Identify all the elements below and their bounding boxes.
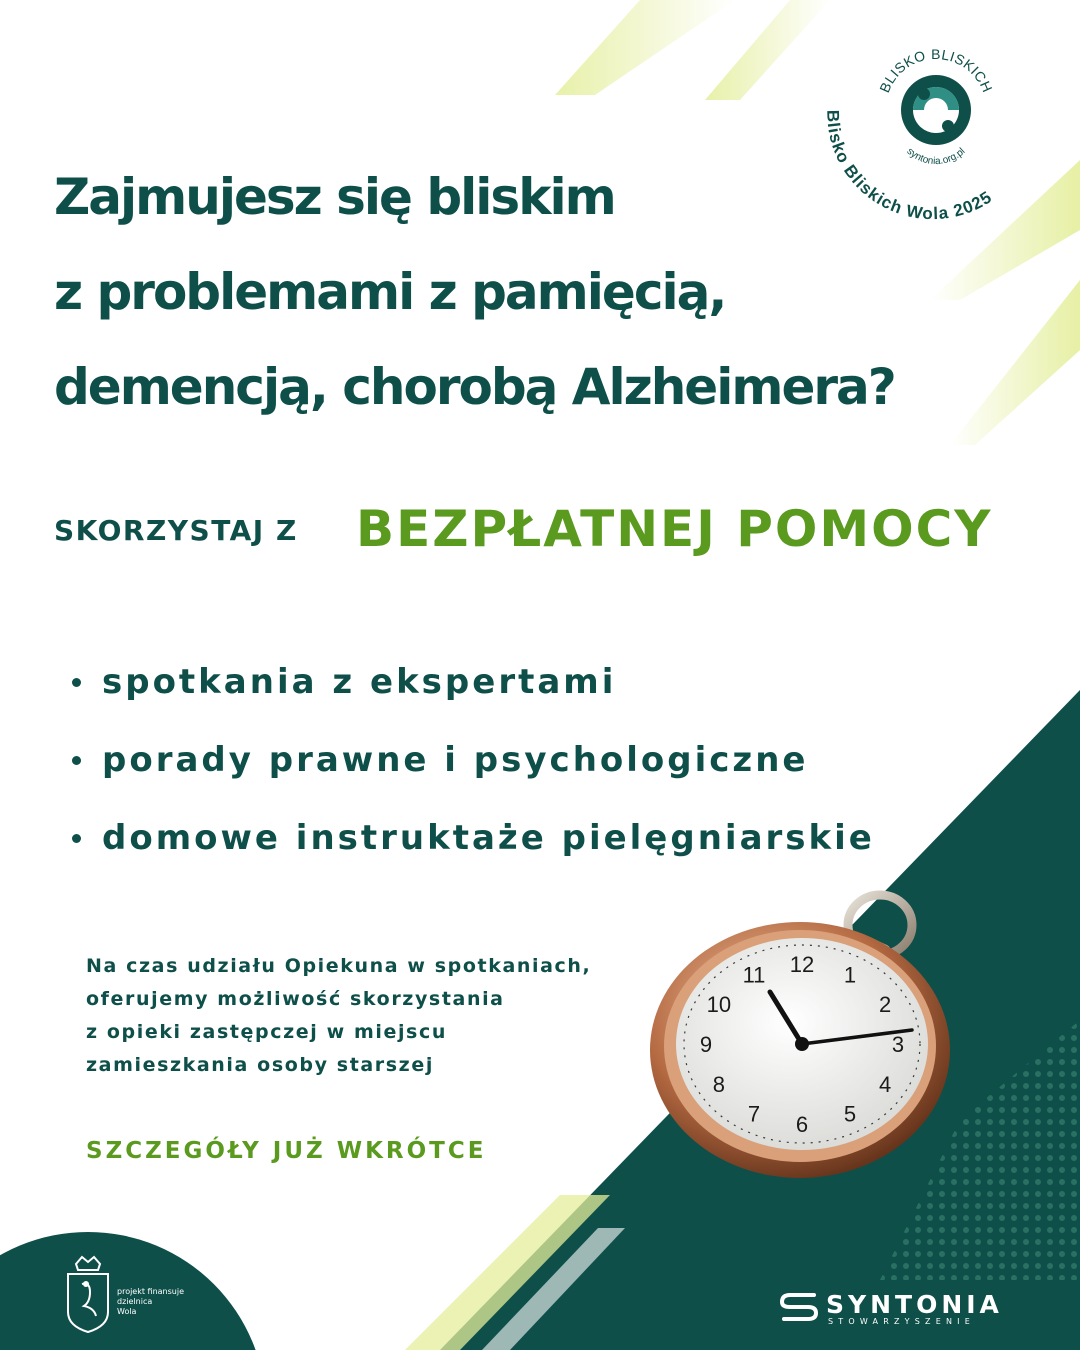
headline — [54, 150, 1014, 435]
note-line: zamieszkania osoby starszej — [86, 1054, 434, 1076]
benefits-list — [70, 656, 875, 890]
watch-dial-number: 6 — [795, 1112, 809, 1137]
note-line: Na czas udziału Opiekuna w spotkaniach, — [86, 955, 592, 977]
funder-text — [117, 1287, 184, 1317]
watch-dial-number: 11 — [742, 962, 766, 988]
decor-stripe — [555, 0, 735, 95]
watch-dial-number: 5 — [843, 1101, 857, 1127]
badge-outer-text: Blisko Bliskich Wola 2025 — [823, 109, 996, 224]
watch-dial-number: 4 — [878, 1072, 892, 1097]
note-line: oferujemy możliwość skorzystania — [86, 988, 505, 1010]
headline-line: Zajmujesz się bliskim — [54, 168, 615, 226]
headline-line: z problemami z pamięcią, — [54, 263, 726, 321]
coming-soon-text: SZCZEGÓŁY JUŻ WKRÓTCE — [86, 1138, 487, 1164]
watch-dial-number: 12 — [789, 952, 815, 977]
watch-dial-number: 1 — [843, 962, 857, 988]
headline-line: demencją, chorobą Alzheimera? — [54, 358, 895, 416]
watch-dial-number: 7 — [747, 1101, 761, 1127]
funder-line: dzielnica — [117, 1297, 153, 1306]
respite-care-note — [86, 950, 646, 1082]
offer-prefix: SKORZYSTAJ Z — [54, 514, 298, 547]
watch-dial-number: 3 — [891, 1032, 905, 1057]
badge-inner-text: syntonia.org.pl — [904, 145, 968, 168]
syntonia-subtitle: STOWARZYSZENIE — [828, 1317, 975, 1326]
list-item: domowe instruktaże pielęgniarskie — [70, 812, 875, 890]
syntonia-name: SYNTONIA — [826, 1290, 1003, 1319]
watch-dial-number: 10 — [706, 992, 732, 1017]
badge-top-text: BLISKO BLISKICH — [876, 45, 996, 95]
decor-stripe — [705, 0, 830, 100]
note-line: z opieki zastępczej w miejscu — [86, 1021, 447, 1043]
watch-dial-number: 9 — [699, 1032, 713, 1057]
list-item: porady prawne i psychologiczne — [70, 734, 875, 812]
list-item: spotkania z ekspertami — [70, 656, 875, 734]
watch-dial-number: 8 — [712, 1072, 726, 1097]
funder-line: projekt finansuje — [117, 1287, 185, 1296]
syntonia-s-logo-icon — [778, 1290, 820, 1324]
pocket-watch-icon — [640, 880, 970, 1180]
funder-line: Wola — [117, 1307, 137, 1316]
watch-dial-number: 2 — [878, 992, 892, 1017]
warsaw-mermaid-crest-icon — [64, 1254, 112, 1334]
offer-main: BEZPŁATNEJ POMOCY — [356, 500, 993, 558]
